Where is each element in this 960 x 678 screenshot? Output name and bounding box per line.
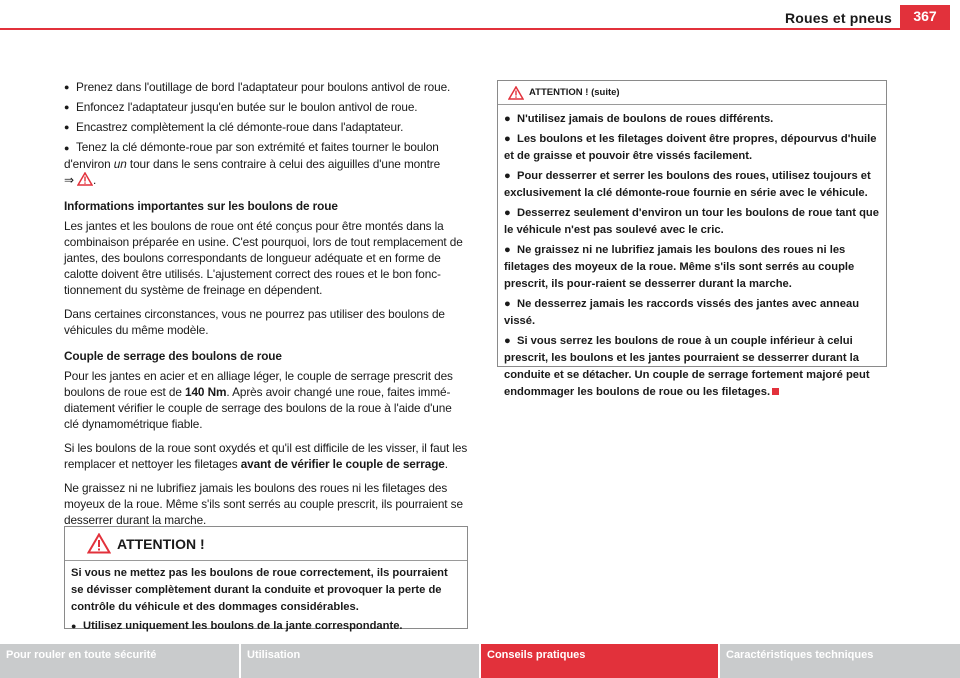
page-number: 367	[900, 5, 950, 28]
list-item	[64, 119, 468, 135]
paragraph: Dans certaines circonstances, vous ne pourrez pas utiliser des boulons de véhicules du même modèle.	[64, 307, 445, 337]
attention-text: Si vous ne mettez pas les boulons de roue correctement, ils pourraient se dévisser complètement durant la conduite et provoquer la perte de contrôle du véhicule et des dommages considérables.	[71, 567, 448, 613]
list-item	[64, 99, 468, 115]
list-item	[64, 79, 468, 95]
list-item	[504, 168, 880, 202]
header-rule	[0, 28, 950, 30]
paragraph-text: Si les boulons de la roue sont oxydés et qu'il est difficile de les visser, il faut les remplacer et nettoyer les filetages	[64, 441, 468, 471]
paragraph-text: .	[444, 457, 448, 471]
bullet-text: Desserrez seulement d'environ un tour les boulons de roue tant que le véhicule n'est pas soulevé avec le cric.	[504, 207, 879, 236]
bullet-dot: ●	[71, 621, 77, 631]
warning-triangle-icon[interactable]	[77, 172, 93, 186]
bullet-text: Les boulons et les filetages doivent être propres, dépourvus d'huile et de graisse et pouvoir être vissés facilement.	[504, 133, 877, 162]
section-heading: Informations importantes sur les boulons de roue	[64, 199, 338, 213]
attention-continued-header	[498, 81, 886, 105]
bullet-dot: ●	[64, 82, 70, 92]
bullet-dot: ●	[504, 244, 517, 256]
bullet-text: Si vous serrez les boulons de roue à un couple inférieur à celui prescrit, les boulons et les jantes pourraient se desserrer durant la conduite et se détacher. Un couple de serrage fortement majoré peut endommager les boulons de roue ou les filetages.	[504, 335, 870, 398]
paragraph: Les jantes et les boulons de roue ont été conçus pour être montés dans la combinaison préparée en usine. C'est pourquoi, lors de tout remplacement de jantes, des boulons correspondants de longueur adéquate et en forme de calotte doivent être utilisés. L'ajustement correct des roues et le bon fonc-tionnement du système de freinage en dépendent.	[64, 219, 463, 297]
list-item	[71, 618, 461, 635]
footer-tab-usage[interactable]: Utilisation	[241, 644, 481, 678]
bullet-dot: ●	[504, 298, 517, 310]
bullet-text: Utilisez uniquement les boulons de la jante correspondante.	[83, 620, 403, 632]
bullet-dot: ●	[504, 133, 517, 145]
bullet-text: Enfoncez l'adaptateur jusqu'en butée sur le boulon antivol de roue.	[76, 100, 418, 114]
attention-continued-title: ATTENTION ! (suite)	[529, 87, 620, 98]
emphasis-text: un	[113, 157, 127, 171]
bullet-dot: ●	[64, 102, 70, 112]
bullet-dot: ●	[504, 207, 517, 219]
bullet-text: tour dans le sens contraire à celui des aiguilles d'une montre	[126, 157, 441, 171]
bullet-text: Pour desserrer et serrer les boulons des roues, utilisez toujours et exclusivement la clé démonte-roue fournie en série avec le véhicule.	[504, 170, 871, 199]
footer-tab-safety[interactable]: Pour rouler en toute sécurité	[0, 644, 241, 678]
paragraph-text: . Après avoir changé une roue, faites immé-diatement vérifier le couple de serrage des boulons de la roue à l'aide d'une clé dynamométrique fiable.	[64, 385, 452, 431]
bullet-text: Ne graissez ni ne lubrifiez jamais les boulons des roues ni les filetages des moyeux de la roue. Même s'ils sont serrés au couple prescrit, ils pour-raient se desserrer durant la marche.	[504, 244, 855, 290]
list-item	[504, 242, 880, 293]
attention-box	[64, 526, 468, 632]
paragraph: Ne graissez ni ne lubrifiez jamais les boulons des roues ni les filetages des moyeux de la roue. Même s'ils sont serrés au couple prescrit, ils pourraient se desserrer durant la marche.	[64, 481, 463, 527]
footer-tab-practical-tips[interactable]: Conseils pratiques	[481, 644, 720, 678]
left-column	[64, 79, 468, 536]
paragraph-text: Pour les jantes en acier et en alliage léger, le couple de serrage prescrit des boulons de roue est de	[64, 369, 453, 399]
attention-continued-box	[497, 80, 887, 398]
bold-text: avant de vérifier le couple de serrage	[240, 457, 445, 471]
attention-title: ATTENTION !	[117, 535, 205, 552]
bullet-text: N'utilisez jamais de boulons de roues différents.	[516, 113, 774, 125]
paragraph	[64, 440, 468, 472]
bullet-dot: ●	[504, 113, 517, 125]
warning-triangle-icon	[87, 533, 111, 554]
torque-value: 140 Nm	[185, 385, 227, 399]
list-item	[504, 131, 880, 165]
footer-nav	[0, 644, 960, 678]
section-heading: Couple de serrage des boulons de roue	[64, 349, 282, 363]
bullet-dot: ●	[64, 143, 70, 153]
attention-body	[65, 561, 467, 635]
bullet-dot: ●	[504, 335, 517, 347]
bullet-text: Ne desserrez jamais les raccords vissés des jantes avec anneau vissé.	[504, 298, 860, 327]
cross-reference-arrow[interactable]: ⇒	[64, 173, 74, 187]
list-item	[504, 333, 880, 401]
header-title: Roues et pneus	[784, 10, 892, 26]
bullet-text: Encastrez complètement la clé démonte-roue dans l'adaptateur.	[76, 120, 404, 134]
attention-continued-body	[498, 105, 886, 401]
bullet-text: Prenez dans l'outillage de bord l'adaptateur pour boulons antivol de roue.	[76, 80, 451, 94]
paragraph	[64, 368, 468, 432]
bullet-dot: ●	[64, 122, 70, 132]
warning-triangle-icon	[508, 86, 524, 100]
list-item	[504, 111, 880, 128]
list-item	[504, 205, 880, 239]
bullet-dot: ●	[504, 170, 517, 182]
bullet-text: Tenez la clé démonte-roue par son extrémité et faites tourner le boulon d'environ	[64, 140, 439, 171]
attention-header	[65, 527, 467, 561]
end-square-icon	[772, 388, 779, 395]
list-item: ● Tenez la clé démonte-roue par son extrémité et faites tourner le boulon d'environ un tour dans le sens contraire à celui des aiguilles d'une montre ⇒ .	[64, 140, 441, 187]
footer-tab-technical-specs[interactable]: Caractéristiques techniques	[720, 644, 960, 678]
list-item	[504, 296, 880, 330]
